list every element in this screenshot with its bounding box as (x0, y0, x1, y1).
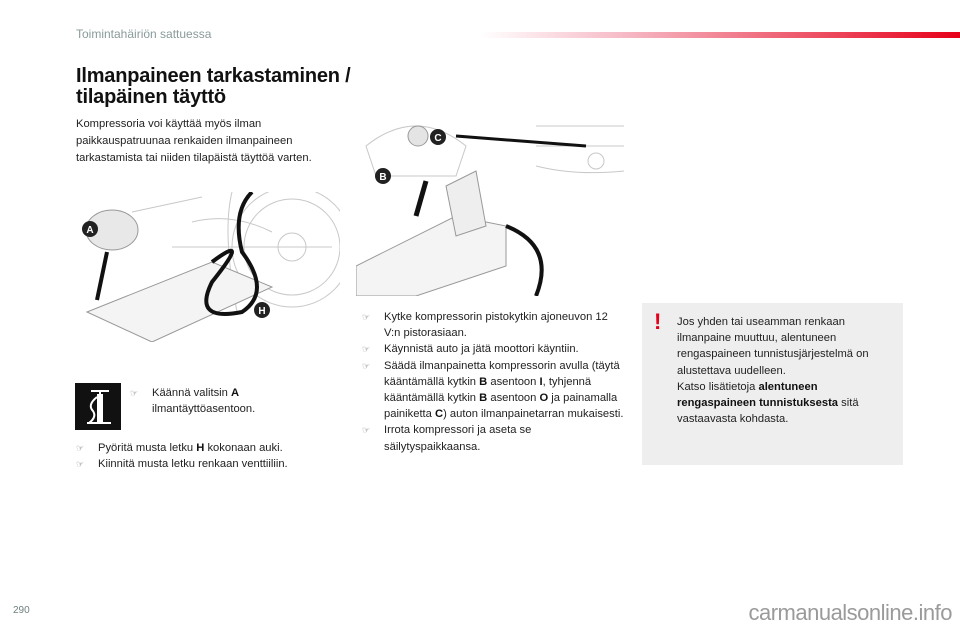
step-item: ☞ Pyöritä musta letku H kokonaan auki. (76, 440, 346, 456)
step-item: ☞ Kytke kompressorin pistokytkin ajoneuvon 12 V:n pistorasiaan. (362, 311, 608, 340)
label-b: B (379, 172, 387, 183)
warning-exclamation-icon: ! (654, 309, 662, 334)
step-item: ☞ Irrota kompressori ja aseta se säilytyspaikkaansa. (362, 424, 532, 453)
pointing-hand-icon: ☞ (130, 388, 139, 398)
step-item: ☞ Käännä valitsin A ilmantäyttöasentoon. (130, 387, 256, 416)
pointing-hand-icon: ☞ (362, 360, 371, 371)
section-header: Toimintahäiriön sattuessa (76, 27, 212, 41)
air-inflation-pump-icon (75, 383, 121, 430)
title-line-1: Ilmanpaineen tarkastaminen / (76, 65, 351, 87)
label-c: C (434, 133, 442, 144)
label-h: H (258, 306, 266, 317)
step-list-hose (76, 440, 346, 472)
compressor-controls-illustration (356, 116, 624, 296)
header-accent-bar (480, 32, 960, 38)
label-a: A (86, 225, 94, 236)
warning-note-text: Jos yhden tai useamman renkaan ilmanpaine muuttuu, alentuneen rengaspaineen tunnistusjärjestelmä on alustettava uudelleen. Katso lisätietoja alentuneen rengaspaineen tunnistuksesta sitä vastaavasta kohdasta. (677, 316, 869, 426)
step-list-selector (130, 385, 290, 417)
pointing-hand-icon: ☞ (362, 425, 371, 436)
step-item: ☞ Kiinnitä musta letku renkaan venttiiliin. (76, 456, 346, 472)
title-line-2: tilapäinen täyttö (76, 86, 226, 108)
pointing-hand-icon: ☞ (76, 443, 85, 453)
page-number: 290 (13, 605, 30, 616)
warning-note-box (642, 303, 903, 465)
compressor-wheel-illustration (72, 192, 340, 342)
page-title (76, 66, 351, 108)
step-item: ☞ Säädä ilmanpainetta kompressorin avulla (täytä kääntämällä kytkin B asentoon I, tyhjennä kääntämällä kytkin B asentoon O ja painamalla painiketta C) auton ilmanpainetarran mukaisesti. (362, 359, 624, 421)
pointing-hand-icon: ☞ (362, 344, 371, 355)
pointing-hand-icon: ☞ (362, 312, 371, 322)
step-list-operation (362, 309, 624, 455)
intro-paragraph: Kompressoria voi käyttää myös ilman paikkauspatruunaa renkaiden ilmanpaineen tarkastamista tai niiden tilapäistä täyttöä varten. (76, 118, 312, 164)
step-item: ☞ Käynnistä auto ja jätä moottori käyntiin. (362, 341, 624, 357)
watermark: carmanualsonline.info (748, 600, 952, 625)
pointing-hand-icon: ☞ (76, 459, 85, 470)
